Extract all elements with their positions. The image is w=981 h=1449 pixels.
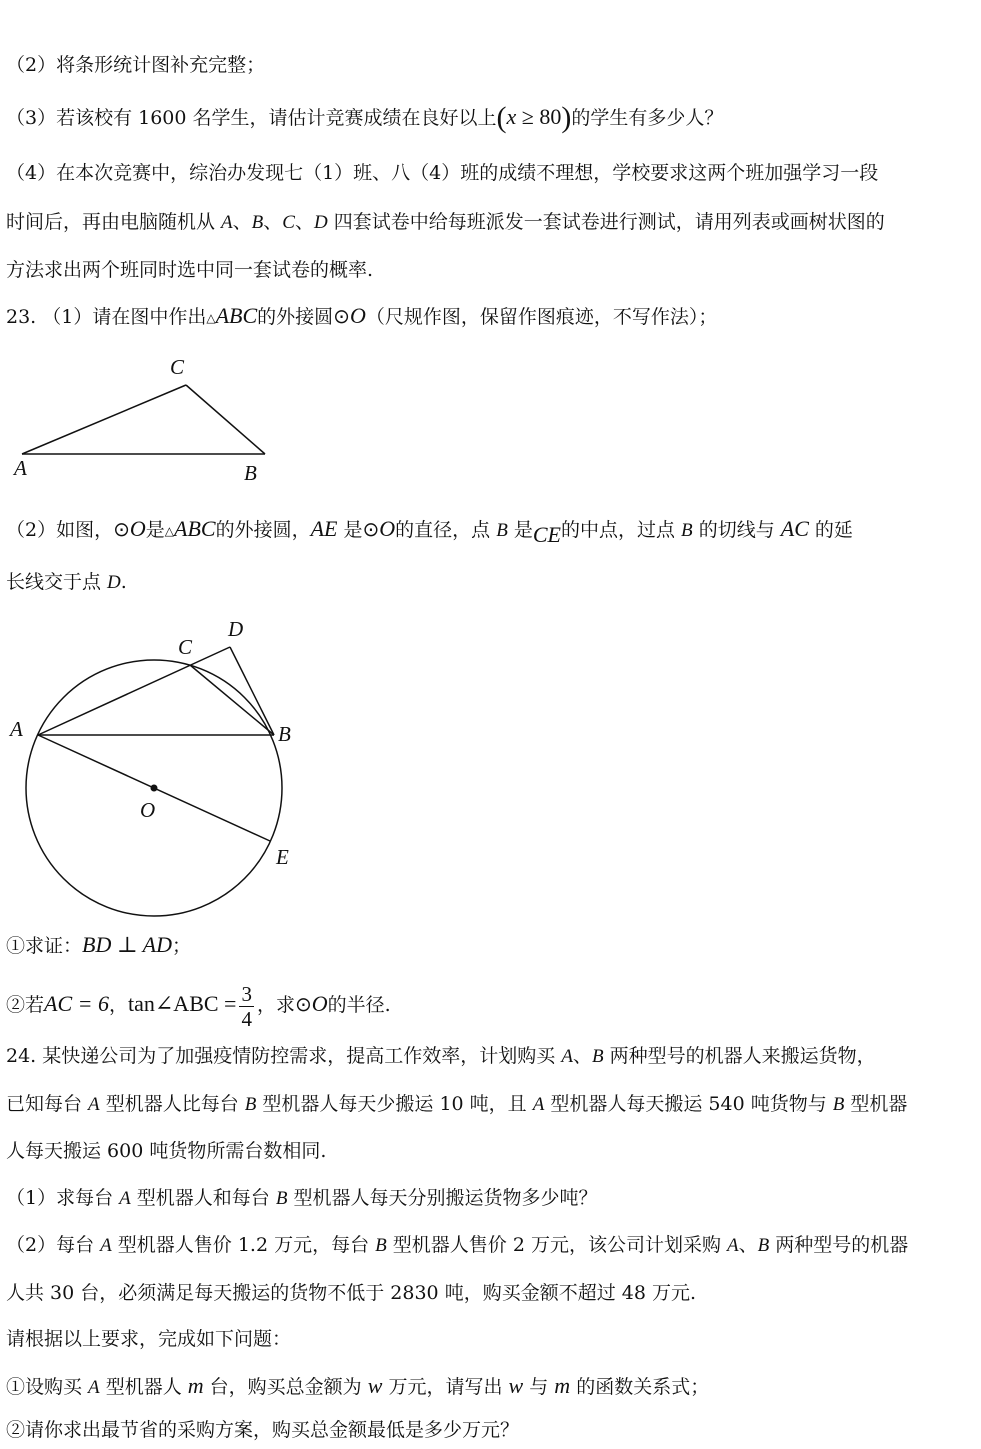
triangle-icon: △ [206,311,216,325]
segment-bc [186,385,265,454]
circle-dot-icon: ⊙ [362,517,380,541]
q23-sub2: ②若AC = 6，tan∠ABC = $\frac{3}{4}$ ，求⊙O的半径. [6,981,391,1031]
label-e: E [276,845,289,869]
q22-part4-line2: 时间后，再由电脑随机从 A、B、C、D 四套试卷中给每班派发一套试卷进行测试，请用列表或画树状图的 [6,211,885,233]
paren-left: ( [496,101,507,134]
fraction-three-quarters: $\frac{3}{4}$ [241,981,252,1031]
center-point-o [151,785,158,792]
label-b: B [278,722,291,746]
segment-ad [38,647,230,735]
label-a: A [14,456,27,480]
q22-part2: （2）将条形统计图补充完整； [6,54,266,76]
label-b: B [244,461,257,485]
math-var-x: x [506,104,517,129]
figure-triangle-abc [0,340,300,490]
q24-line3: 人每天搬运 600 吨货物所需台数相同. [6,1140,327,1162]
label-o: O [140,798,156,822]
q23-part2-line2: 长线交于点 D. [6,571,127,593]
math-inequality: ≥ 80 [516,104,562,129]
q22-part3: （3）若该校有 1600 名学生，请估计竞赛成绩在良好以上(x ≥ 80)的学生有多少人？ [6,101,724,134]
q24-line1: 24. 某快递公司为了加强疫情防控需求，提高工作效率，计划购买 A、B 两种型号的机器人来搬运货物， [6,1045,876,1067]
circle-dot-icon: ⊙ [294,992,312,1016]
circle-dot-icon: ⊙ [113,517,130,541]
segment-ac [22,385,186,454]
q24-part2-line1: （2）每台 A 型机器人售价 1.2 万元，每台 B 型机器人售价 2 万元，该公司计划采购 A、B 两种型号的机器 [6,1234,909,1256]
label-c: C [170,355,185,379]
label-d: D [228,617,244,641]
q23-part2-line1: （2）如图，⊙O是△ABC的外接圆，AE 是⊙O的直径，点 B 是CE的中点，过点 B 的切线与 AC 的延 [6,516,853,547]
paren-right: ) [561,101,572,134]
triangle-icon: △ [164,524,174,538]
q24-part2-line2: 人共 30 台，必须满足每天搬运的货物不低于 2830 吨，购买金额不超过 48 万元. [6,1282,696,1304]
q23-part1: 23. （1）请在图中作出△ABC的外接圆⊙O（尺规作图，保留作图痕迹，不写作法）； [6,303,718,328]
q24-instructions: 请根据以上要求，完成如下问题： [6,1328,292,1350]
q24-part1: （1）求每台 A 型机器人和每台 B 型机器人每天分别搬运货物多少吨？ [6,1187,598,1209]
segment-cb [190,665,274,735]
q24-line2: 已知每台 A 型机器人比每台 B 型机器人每天少搬运 10 吨，且 A 型机器人每天搬运 540 吨货物与 B 型机器 [6,1093,908,1115]
label-a: A [10,717,23,741]
q22-part4-line1: （4）在本次竞赛中，综治办发现七（1）班、八（4）班的成绩不理想，学校要求这两个班加强学习一段 [6,162,879,184]
q23-sub1: ①求证：BD ⊥ AD； [6,932,191,957]
figure-circle-o [0,610,320,930]
q22-part4-line3: 方法求出两个班同时选中同一套试卷的概率. [6,259,374,281]
label-c: C [178,635,193,659]
q24-sub2: ②请你求出最节省的采购方案，购买总金额最低是多少万元？ [6,1419,520,1441]
arc-ce: CE [532,522,561,547]
q24-sub1: ①设购买 A 型机器人 m 台，购买总金额为 w 万元，请写出 w 与 m 的函数关系式； [6,1373,710,1398]
circle-dot-icon: ⊙ [333,304,350,328]
